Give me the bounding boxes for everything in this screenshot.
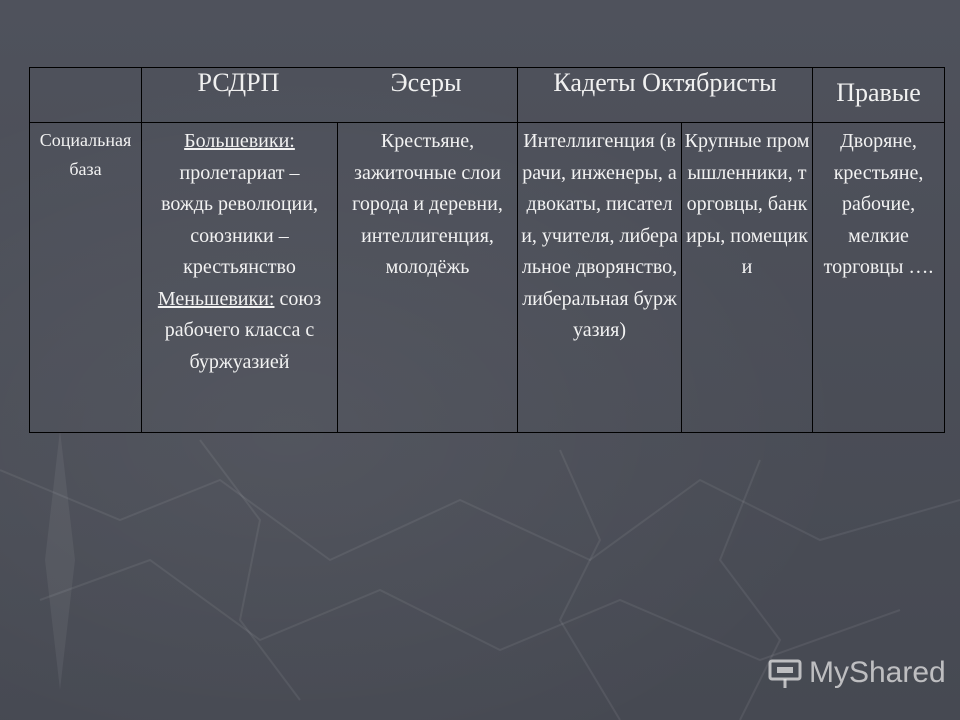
cell-esery: Крестьяне, зажиточные слои города и деревни, интеллигенция, молодёжь xyxy=(338,123,518,433)
header-rsdrp-esery xyxy=(142,68,518,123)
header-oktyabristy: Октябристы xyxy=(642,68,777,97)
bolsheviks-text: пролетариат – вождь революции, союзники – крестьянство xyxy=(161,161,318,278)
cell-oktyabristy: Крупные промышленники, торговцы, банкиры, помещики xyxy=(682,123,813,433)
row-label-social-base: Социальная база xyxy=(30,123,142,433)
cell-rsdrp xyxy=(142,123,338,433)
cell-pravye: Дворяне, крестьяне, рабочие, мелкие торговцы …. xyxy=(813,123,945,433)
table-header-row xyxy=(30,68,945,123)
watermark-text: MyShared xyxy=(809,656,946,689)
header-pravye: Правые xyxy=(813,68,945,123)
header-kadety: Кадеты xyxy=(553,68,636,97)
projector-icon xyxy=(767,655,803,691)
mensheviks-text: союз рабочего класса с буржуазией xyxy=(164,287,322,373)
header-empty-cell xyxy=(30,68,142,123)
parties-table xyxy=(29,67,945,433)
watermark-logo xyxy=(767,655,946,691)
header-rsdrp: РСДРП xyxy=(197,68,280,97)
header-esery: Эсеры xyxy=(390,68,462,97)
mensheviks-title: Меньшевики: xyxy=(157,287,275,310)
header-kadety-oktyabristy xyxy=(518,68,813,123)
cell-kadety: Интеллигенция (врачи, инженеры, адвокаты, писатели, учителя, либеральное дворянство, либеральная буржуазия) xyxy=(518,123,682,433)
table-row-social-base xyxy=(30,123,945,433)
bolsheviks-title: Большевики: xyxy=(184,130,295,152)
